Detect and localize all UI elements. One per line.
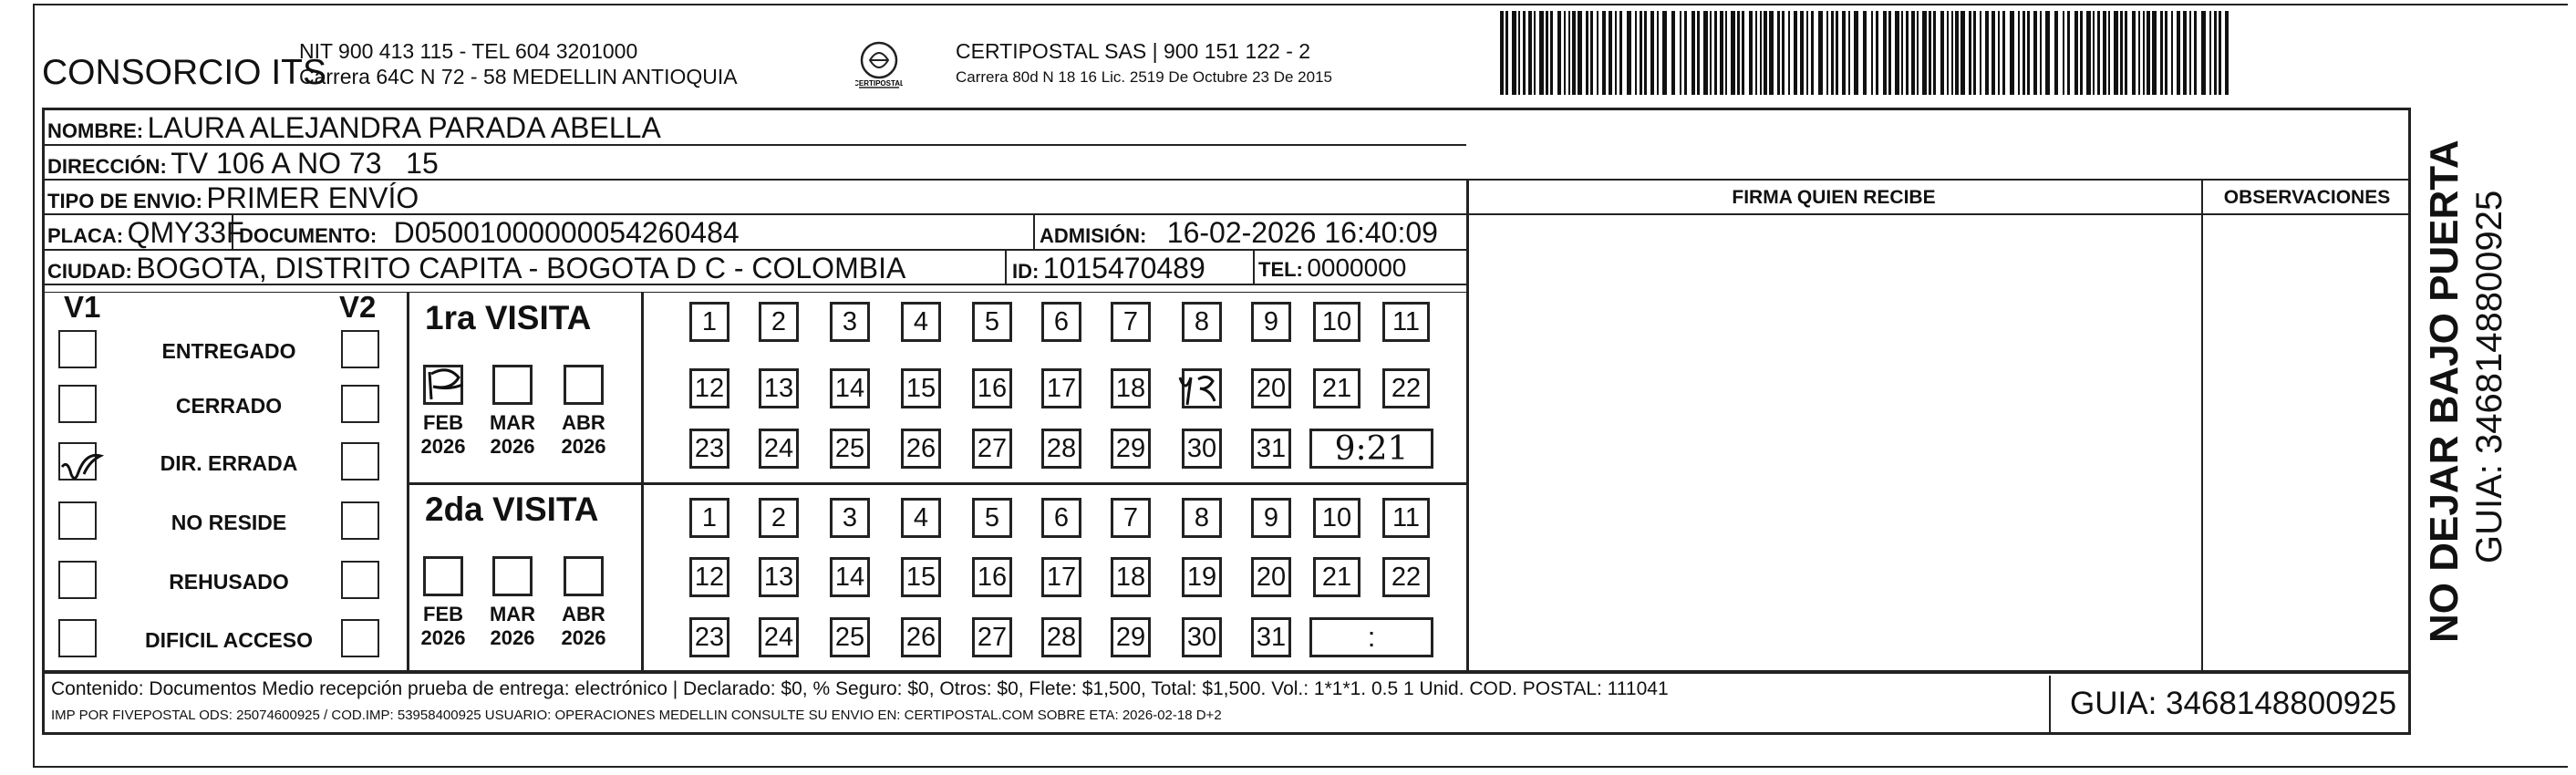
barcode-bar [1597, 11, 1598, 95]
barcode-bar [2143, 11, 2145, 95]
barcode-bar [2214, 11, 2217, 95]
day-box[interactable]: 10 [1313, 302, 1360, 342]
barcode-bar [1831, 11, 1834, 95]
v1-header: V1 [64, 290, 101, 324]
v1-checkbox[interactable] [58, 561, 97, 599]
v1-checkbox[interactable] [58, 501, 97, 540]
barcode-bar [1742, 11, 1744, 95]
v1-checkbox[interactable] [58, 330, 97, 368]
barcode-bar [1876, 11, 1878, 95]
barcode-bar [1782, 11, 1785, 95]
barcode-bar [1550, 11, 1553, 95]
barcode-bar [1794, 11, 1797, 95]
barcode-bar [1764, 11, 1767, 95]
year-label: 2026 [561, 626, 606, 649]
footer-guia: GUIA: 3468148800925 [2070, 686, 2397, 721]
v2-checkbox[interactable] [341, 330, 379, 368]
barcode-bar [2002, 11, 2005, 95]
status-option-label: DIR. ERRADA [160, 451, 298, 475]
barcode-bar [1518, 11, 1520, 95]
no-dejar-bajo-puerta: NO DEJAR BAJO PUERTA [2422, 140, 2467, 643]
barcode-bar [1500, 11, 1504, 95]
id-value: 1015470489 [1042, 252, 1205, 284]
day-box[interactable]: 28 [1041, 617, 1081, 657]
barcode-bar [1568, 11, 1570, 95]
day-box[interactable]: 3 [830, 498, 870, 538]
barcode-bar [1895, 11, 1899, 95]
day-box[interactable]: 4 [901, 302, 941, 342]
barcode-bar [1720, 11, 1723, 95]
barcode-bar [1697, 11, 1700, 95]
visit2-title: 2da VISITA [425, 491, 599, 528]
barcode-bar [1871, 11, 1873, 95]
barcode-bar [2023, 11, 2025, 95]
day-box[interactable]: 26 [901, 429, 941, 469]
shipment-type: PRIMER ENVÍO [206, 181, 419, 214]
ciudad-label: CIUDAD: [47, 260, 132, 283]
placa-value: QMY33F [127, 216, 244, 249]
tel-cell [1258, 253, 1406, 283]
barcode-bar [1811, 11, 1814, 95]
day-box[interactable]: 1 [689, 302, 729, 342]
barcode-bar [1883, 11, 1887, 95]
barcode-bar [1680, 11, 1681, 95]
barcode-bar [2160, 11, 2163, 95]
barcode-bar [2194, 11, 2197, 95]
day-box[interactable]: 12 [689, 557, 729, 597]
day-box[interactable]: 9 [1251, 302, 1291, 342]
shipment-type-row [47, 181, 419, 215]
day-box[interactable]: 16 [972, 557, 1012, 597]
month-checkbox-mar[interactable] [492, 556, 533, 596]
firma-header: FIRMA QUIEN RECIBE [1732, 187, 1936, 208]
day-box[interactable]: 3 [830, 302, 870, 342]
barcode-bar [1703, 11, 1708, 95]
day-box[interactable]: 18 [1111, 557, 1151, 597]
barcode-bar [1806, 11, 1808, 95]
barcode-bar [1691, 11, 1695, 95]
barcode-bar [2152, 11, 2157, 95]
month-checkbox-abr[interactable] [564, 365, 604, 405]
day-box[interactable]: 25 [830, 617, 870, 657]
day-box[interactable]: 5 [972, 498, 1012, 538]
barcode-bar [2045, 11, 2050, 95]
day-box[interactable]: 15 [901, 368, 941, 408]
barcode-bar [1848, 11, 1850, 95]
day-box[interactable]: 20 [1251, 557, 1291, 597]
id-label: ID: [1012, 260, 1040, 283]
company-name: CONSORCIO ITS [42, 53, 327, 92]
barcode-bar [1534, 11, 1536, 95]
address-row [47, 147, 439, 181]
barcode-bar [1572, 11, 1576, 95]
feb-check-mark [422, 363, 468, 408]
day-box[interactable]: 11 [1382, 498, 1430, 538]
carrier-name: CERTIPOSTAL SAS | 900 151 122 - 2 [956, 39, 1311, 63]
admision-label: ADMISIÓN: [1040, 224, 1147, 247]
month-checkbox-mar[interactable] [492, 365, 533, 405]
visit-time-box[interactable]: : [1309, 617, 1433, 657]
day-box[interactable]: 7 [1111, 302, 1151, 342]
recipient-name-row [47, 111, 661, 145]
barcode-bar [1969, 11, 1971, 95]
barcode-bar [1650, 11, 1654, 95]
day-box[interactable]: 1 [689, 498, 729, 538]
nombre-label: NOMBRE: [47, 119, 144, 142]
month-checkbox-abr[interactable] [564, 556, 604, 596]
month-checkbox-feb[interactable] [423, 556, 463, 596]
barcode-bar [1980, 11, 1981, 95]
barcode-bar [1662, 11, 1667, 95]
month-label: FEB [423, 603, 463, 625]
side-guia: GUIA: 3468148800925 [2469, 190, 2509, 563]
barcode-bar [2040, 11, 2042, 95]
id-cell [1012, 252, 1205, 285]
day-box[interactable]: 24 [759, 617, 799, 657]
barcode-bar [1710, 11, 1712, 95]
barcode-bar [1749, 11, 1753, 95]
month-label: MAR [489, 411, 536, 434]
barcode-bar [1800, 11, 1804, 95]
day-box[interactable]: 26 [901, 617, 941, 657]
day-box[interactable]: 27 [972, 617, 1012, 657]
barcode-bar [1933, 11, 1936, 95]
day-box[interactable]: 7 [1111, 498, 1151, 538]
footer-imp-info: IMP POR FIVEPOSTAL ODS: 25074600925 / COD.IMP: 53958400925 USUARIO: OPERACIONES MEDELLIN CONSULTE SU ENVIO EN: CERTIPOSTAL.COM SOBRE ETA: 2026-02-18 D+2 [51, 708, 1222, 723]
year-label: 2026 [561, 435, 606, 458]
barcode-bar [2063, 11, 2064, 95]
barcode-bar [1929, 11, 1931, 95]
barcode-bar [2219, 11, 2221, 95]
day-box[interactable]: 6 [1041, 302, 1081, 342]
barcode-bar [2209, 11, 2211, 95]
barcode-bar [2138, 11, 2140, 95]
day-box[interactable]: 29 [1111, 429, 1151, 469]
barcode-bar [1826, 11, 1828, 95]
barcode-bar [2018, 11, 2020, 95]
barcode-bar [2177, 11, 2180, 95]
barcode-bar [2080, 11, 2083, 95]
day-box[interactable]: 31 [1251, 617, 1291, 657]
barcode-bar [2171, 11, 2173, 95]
day-box[interactable]: 17 [1041, 557, 1081, 597]
barcode-bar [1940, 11, 1944, 95]
barcode-bar [1951, 11, 1953, 95]
barcode-bar [2225, 11, 2229, 95]
documento-label: DOCUMENTO: [239, 224, 378, 247]
year-label: 2026 [490, 435, 535, 458]
barcode-bar [2086, 11, 2091, 95]
barcode-bar [1777, 11, 1780, 95]
company-address: Carrera 64C N 72 - 58 MEDELLIN ANTIOQUIA [299, 65, 738, 88]
day19-check-mark [1174, 368, 1224, 410]
year-label: 2026 [420, 435, 466, 458]
barcode-bar [1888, 11, 1891, 95]
barcode-bar [1788, 11, 1790, 95]
day-box[interactable]: 13 [759, 557, 799, 597]
barcode-bar [2093, 11, 2095, 95]
v2-checkbox[interactable] [341, 561, 379, 599]
barcode-bar [2010, 11, 2014, 95]
company-nit: NIT 900 413 115 - TEL 604 3201000 [299, 39, 638, 63]
barcode-bar [2067, 11, 2070, 95]
barcode-bar [1539, 11, 1544, 95]
day-box[interactable]: 21 [1313, 557, 1360, 597]
barcode-bar [1818, 11, 1823, 95]
barcode-bar [1911, 11, 1915, 95]
day-box[interactable]: 15 [901, 557, 941, 597]
barcode-bar [1922, 11, 1927, 95]
barcode-bar [2125, 11, 2127, 95]
barcode-bar [1901, 11, 1903, 95]
barcode-bar [1657, 11, 1659, 95]
barcode-bar [1985, 11, 1989, 95]
day-box[interactable]: 2 [759, 498, 799, 538]
barcode-bar [1906, 11, 1909, 95]
barcode-bar [1973, 11, 1976, 95]
ciudad-value: BOGOTA, DISTRITO CAPITA - BOGOTA D C - COLOMBIA [136, 252, 906, 284]
barcode-bar [2097, 11, 2100, 95]
barcode-bar [1714, 11, 1717, 95]
footer-contents: Contenido: Documentos Medio recepción prueba de entrega: electrónico | Declarado: $0, % Seguro: $0, Otros: $0, Flete: $1,500, Total: $1,500. Vol.: 1*1*1. 0.5 1 Unid. COD. POSTAL: 111041 [51, 678, 1669, 699]
barcode-bar [1854, 11, 1858, 95]
barcode-bar [1528, 11, 1532, 95]
day-box[interactable]: 5 [972, 302, 1012, 342]
day-box[interactable]: 17 [1041, 368, 1081, 408]
visit-time-box[interactable]: 9:21 [1309, 429, 1433, 469]
documento-cell [239, 216, 740, 250]
barcode-bar [1991, 11, 1995, 95]
documento-value: D05001000000054260484 [393, 216, 740, 249]
admision-cell [1040, 216, 1438, 250]
day-box[interactable]: 19 [1182, 557, 1222, 597]
status-option-label: NO RESIDE [171, 511, 287, 534]
day-box[interactable]: 22 [1382, 557, 1430, 597]
day-box[interactable]: 28 [1041, 429, 1081, 469]
day-box[interactable]: 20 [1251, 368, 1291, 408]
barcode-bar [2165, 11, 2167, 95]
day-box[interactable]: 2 [759, 302, 799, 342]
day-box[interactable]: 18 [1111, 368, 1151, 408]
barcode-bar [1947, 11, 1949, 95]
day-box[interactable]: 25 [830, 429, 870, 469]
v2-checkbox[interactable] [341, 442, 379, 480]
barcode-bar [1960, 11, 1965, 95]
day-box[interactable]: 11 [1382, 302, 1430, 342]
barcode-bar [1737, 11, 1740, 95]
barcode-bar [1725, 11, 1727, 95]
barcode-bar [1640, 11, 1642, 95]
barcode-bar [1769, 11, 1774, 95]
barcode-bar [1998, 11, 2000, 95]
barcode-bar [1602, 11, 1606, 95]
barcode-bar [1590, 11, 1593, 95]
barcode-bar [1863, 11, 1867, 95]
year-label: 2026 [490, 626, 535, 649]
barcode-bar [1578, 11, 1582, 95]
day-box[interactable]: 4 [901, 498, 941, 538]
status-option-label: CERRADO [175, 394, 283, 418]
barcode-bar [2189, 11, 2191, 95]
barcode-bar [1917, 11, 1919, 95]
day-box[interactable]: 22 [1382, 368, 1430, 408]
day-box[interactable]: 31 [1251, 429, 1291, 469]
v2-header: V2 [339, 290, 377, 324]
day-box[interactable]: 8 [1182, 302, 1222, 342]
barcode-bar [2054, 11, 2058, 95]
barcode-bar [1523, 11, 1526, 95]
barcode-bar [1671, 11, 1675, 95]
barcode-bar [1731, 11, 1735, 95]
day-box[interactable]: 23 [689, 429, 729, 469]
barcode-bar [1755, 11, 1757, 95]
barcode-bar [1586, 11, 1588, 95]
admision-value: 16-02-2026 16:40:09 [1166, 216, 1438, 249]
barcode-bar [1842, 11, 1846, 95]
month-label: ABR [562, 411, 605, 434]
barcode [1500, 11, 2237, 95]
barcode-bar [1644, 11, 1647, 95]
recipient-name: LAURA ALEJANDRA PARADA ABELLA [147, 111, 661, 144]
day-box[interactable]: 14 [830, 368, 870, 408]
day-box[interactable]: 12 [689, 368, 729, 408]
barcode-bar [2103, 11, 2106, 95]
status-option-label: ENTREGADO [161, 339, 296, 363]
v1-checkbox[interactable] [58, 385, 97, 423]
visit1-title: 1ra VISITA [425, 299, 592, 336]
placa-cell [47, 216, 244, 250]
month-label: MAR [489, 603, 536, 625]
barcode-bar [2183, 11, 2187, 95]
barcode-bar [1684, 11, 1687, 95]
tel-label: TEL: [1258, 258, 1303, 281]
barcode-bar [2114, 11, 2118, 95]
direccion-label: DIRECCIÓN: [47, 155, 167, 178]
barcode-bar [1546, 11, 1548, 95]
day-box[interactable]: 16 [972, 368, 1012, 408]
day-box[interactable]: 27 [972, 429, 1012, 469]
v2-checkbox[interactable] [341, 619, 379, 657]
v2-checkbox[interactable] [341, 501, 379, 540]
barcode-bar [2027, 11, 2030, 95]
recipient-address: TV 106 A NO 73 15 [171, 147, 439, 180]
barcode-bar [2108, 11, 2110, 95]
tipo-envio-label: TIPO DE ENVIO: [47, 190, 202, 212]
placa-label: PLACA: [47, 224, 124, 247]
barcode-bar [1512, 11, 1516, 95]
barcode-bar [1505, 11, 1508, 95]
observaciones-header: OBSERVACIONES [2223, 187, 2391, 208]
year-label: 2026 [420, 626, 466, 649]
barcode-bar [1557, 11, 1561, 95]
barcode-bar [1955, 11, 1959, 95]
month-label: FEB [423, 411, 463, 434]
month-label: ABR [562, 603, 605, 625]
barcode-bar [2147, 11, 2150, 95]
carrier-address: Carrera 80d N 18 16 Lic. 2519 De Octubre 23 De 2015 [956, 68, 1332, 86]
certipostal-logo-icon [855, 36, 903, 100]
barcode-bar [1635, 11, 1637, 95]
day-box[interactable]: 24 [759, 429, 799, 469]
barcode-bar [1619, 11, 1622, 95]
v1-checkbox[interactable] [58, 619, 97, 657]
barcode-bar [1760, 11, 1762, 95]
day-box[interactable]: 23 [689, 617, 729, 657]
day-box[interactable]: 21 [1313, 368, 1360, 408]
day-box[interactable]: 30 [1182, 429, 1222, 469]
barcode-bar [1836, 11, 1838, 95]
status-option-label: REHUSADO [169, 570, 289, 594]
day-box[interactable]: 29 [1111, 617, 1151, 657]
tel-value: 0000000 [1307, 253, 1407, 282]
barcode-bar [1609, 11, 1612, 95]
day-box[interactable]: 30 [1182, 617, 1222, 657]
barcode-bar [2132, 11, 2136, 95]
barcode-bar [1627, 11, 1631, 95]
day-box[interactable]: 13 [759, 368, 799, 408]
day-box[interactable]: 9 [1251, 498, 1291, 538]
day-box[interactable]: 8 [1182, 498, 1222, 538]
v2-checkbox[interactable] [341, 385, 379, 423]
barcode-bar [2074, 11, 2078, 95]
barcode-bar [2120, 11, 2123, 95]
ciudad-cell [47, 252, 905, 285]
barcode-bar [2201, 11, 2206, 95]
barcode-bar [1564, 11, 1566, 95]
dir-errada-check-mark [58, 447, 104, 492]
day-box[interactable]: 14 [830, 557, 870, 597]
day-box[interactable]: 6 [1041, 498, 1081, 538]
day-box[interactable]: 10 [1313, 498, 1360, 538]
barcode-bar [2033, 11, 2037, 95]
barcode-bar [1615, 11, 1617, 95]
logo-caption: CERTIPOSTAL [855, 79, 903, 88]
status-option-label: DIFICIL ACCESO [144, 628, 313, 652]
